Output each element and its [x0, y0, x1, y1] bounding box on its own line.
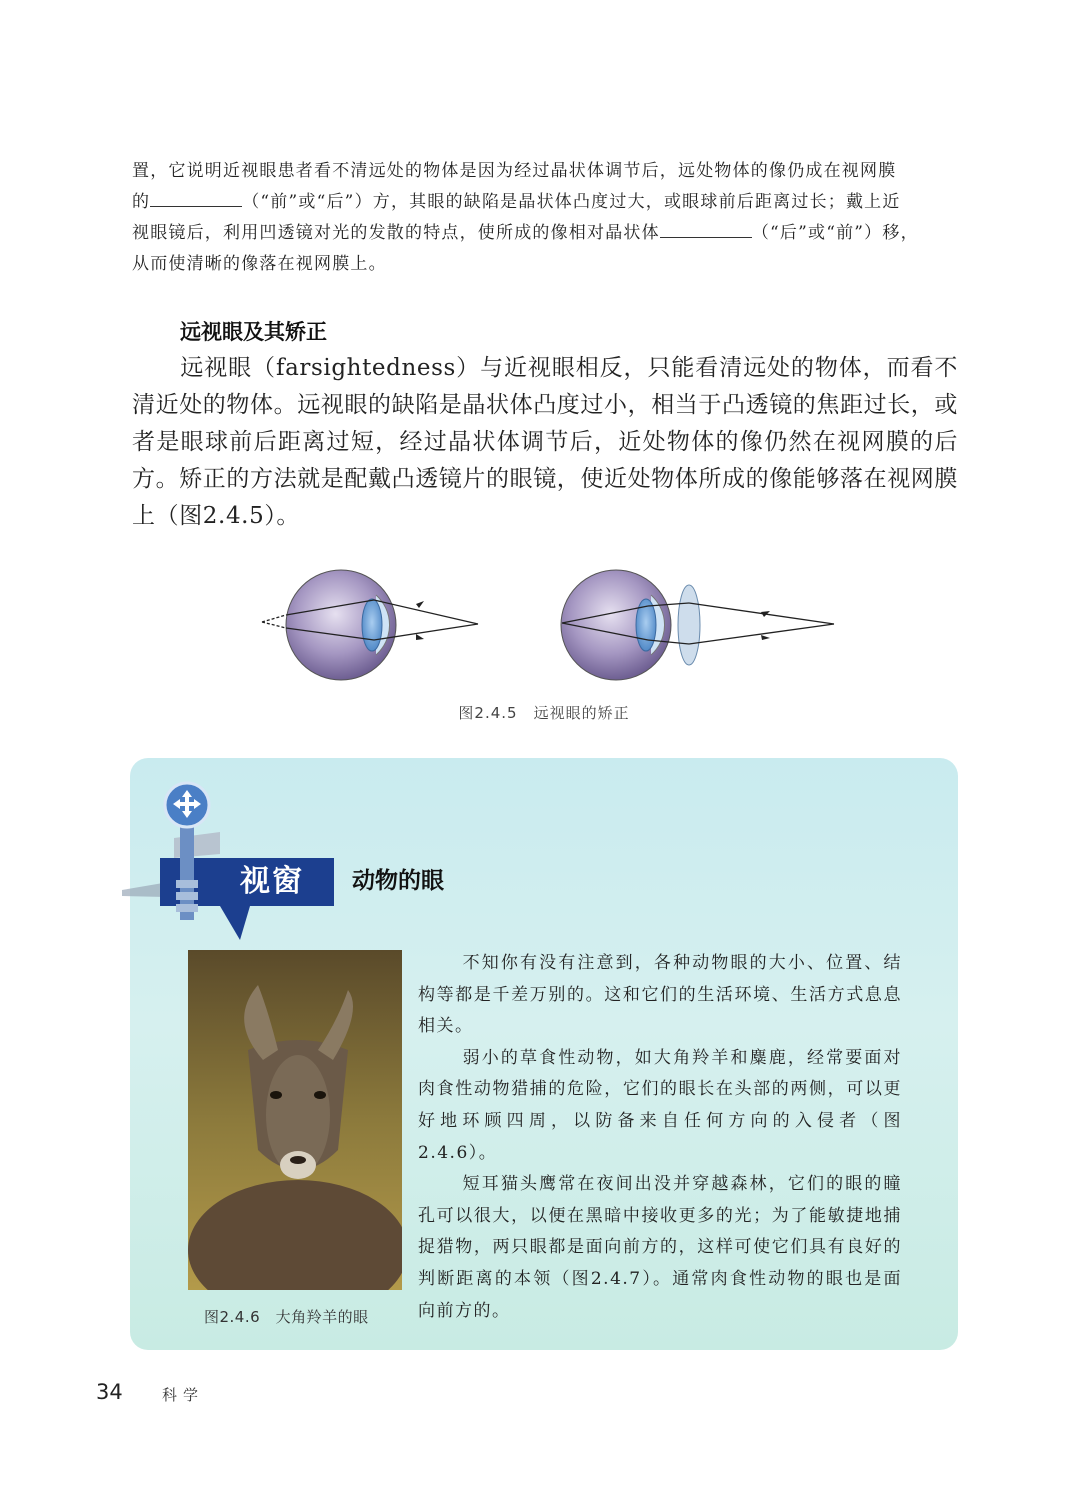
- text-fragment: 视眼镜后，利用凹透镜对光的发散的特点，使所成的像相对晶状体: [132, 223, 660, 243]
- photo-caption: 图2.4.6 大角羚羊的眼: [204, 1308, 369, 1326]
- window-paragraph: [418, 1169, 902, 1327]
- corrected-eye-diagram: [561, 570, 834, 680]
- text-fragment: 的: [132, 192, 151, 212]
- top-paragraph-line: 从而使清晰的像落在视网膜上。: [132, 254, 387, 274]
- answer-blank[interactable]: [660, 221, 752, 238]
- section-paragraph: [132, 350, 958, 535]
- text-fragment: （“后”或“前”）移，: [751, 223, 919, 243]
- subject-label: 科学: [162, 1386, 205, 1404]
- top-paragraph-line: [132, 218, 958, 249]
- window-title: 动物的眼: [352, 868, 444, 894]
- figure-caption: 图2.4.5 远视眼的矫正: [458, 704, 630, 722]
- window-paragraph-text: 短耳猫头鹰常在夜间出没并穿越森林，它们的眼的瞳孔可以很大，以便在黑暗中接收更多的光；为了能敏捷地捕捉猎物，两只眼都是面向前方的，这样可使它们具有良好的判断距离的本领（图2.4.7）。通常肉食性动物的眼也是面向前方的。: [418, 1174, 902, 1321]
- window-paragraph-text: 弱小的草食性动物，如大角羚羊和麋鹿，经常要面对肉食性动物猎捕的危险，它们的眼长在头部的两侧，可以更好地环顾四周，以防备来自任何方向的入侵者（图2.4.6）。: [418, 1047, 902, 1163]
- window-paragraph-text: 不知你有没有注意到，各种动物眼的大小、位置、结构等都是千差万别的。这和它们的生活环境、生活方式息息相关。: [418, 953, 902, 1037]
- bighorn-sheep-photo: [188, 950, 402, 1290]
- text-fragment: （“前”或“后”）方，其眼的缺陷是晶状体凸度过大，或眼球前后距离过长；戴上近: [242, 192, 901, 212]
- answer-blank[interactable]: [150, 190, 242, 207]
- window-text: [418, 948, 902, 1327]
- uncorrected-eye-diagram: [262, 570, 478, 680]
- top-paragraph-line: 置，它说明近视眼患者看不清远处的物体是因为经过晶状体调节后，远处物体的像仍成在视网膜: [132, 161, 897, 181]
- page-number: 34: [96, 1380, 123, 1404]
- window-tab-label: 视窗: [240, 864, 304, 899]
- top-paragraph-line: [132, 187, 958, 218]
- farsighted-eye-figure: [256, 560, 846, 690]
- section-paragraph-text: 远视眼（farsightedness）与近视眼相反，只能看清远处的物体，而看不清近处的物体。远视眼的缺陷是晶状体凸度过小，相当于凸透镜的焦距过长，或者是眼球前后距离过短，经过晶状体调节后，近处物体的像仍然在视网膜的后方。矫正的方法就是配戴凸透镜片的眼镜，使近处物体所成的像能够落在视网膜上（图2.4.5）。: [132, 355, 958, 529]
- window-paragraph: [418, 1043, 902, 1169]
- section-heading: 远视眼及其矫正: [180, 320, 327, 344]
- top-paragraph: [132, 156, 958, 280]
- signpost-icon: [120, 770, 350, 945]
- window-paragraph: [418, 948, 902, 1043]
